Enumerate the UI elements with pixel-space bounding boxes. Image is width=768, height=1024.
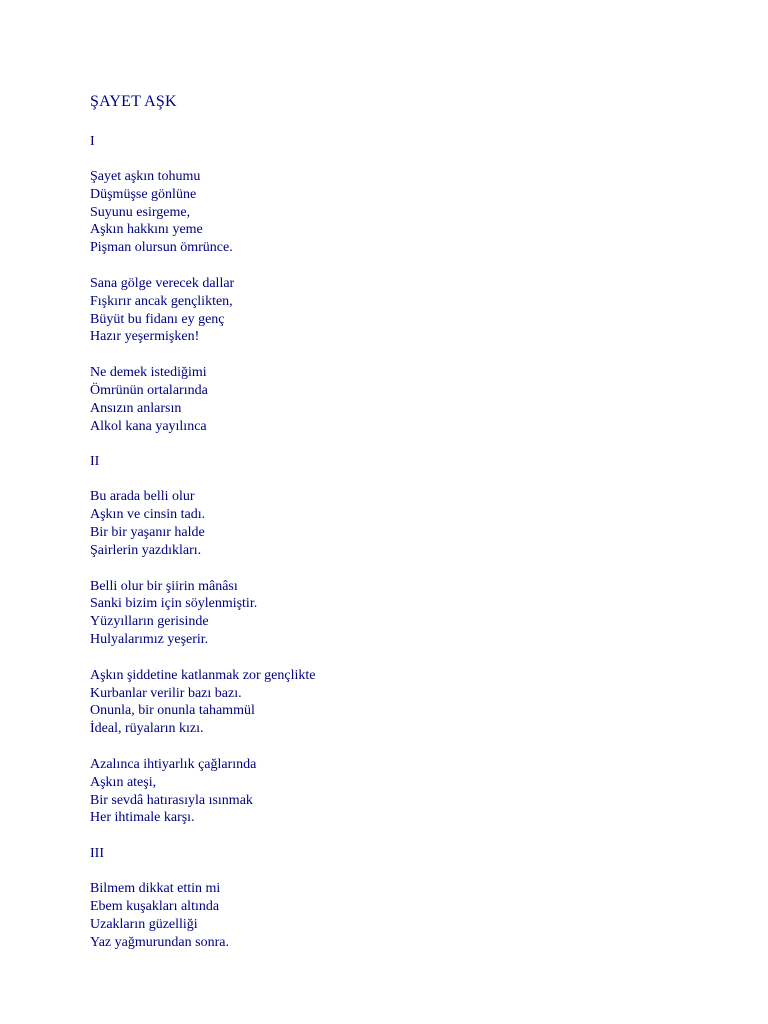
poem-line: Her ihtimale karşı. <box>90 810 195 826</box>
stanza <box>90 880 730 951</box>
stanza <box>90 488 730 559</box>
poem-line: Düşmüşse gönlüne <box>90 186 197 202</box>
poem-section <box>90 133 730 435</box>
poem-line: Şairlerin yazdıkları. <box>90 542 202 558</box>
poem-line: Büyüt bu fidanı ey genç <box>90 311 225 327</box>
poem-line: Belli olur bir şiirin mânâsı <box>90 578 238 594</box>
poem-line: Uzakların güzelliği <box>90 916 198 932</box>
stanza <box>90 667 730 738</box>
poem-line: Sana gölge verecek dallar <box>90 275 235 291</box>
poem-line: Aşkın ateşi, <box>90 774 157 790</box>
poem-line: Ömrünün ortalarında <box>90 382 208 398</box>
poem-line: Hazır yeşermişken! <box>90 329 200 345</box>
poem-line: Aşkın hakkını yeme <box>90 222 203 238</box>
poem-title: ŞAYET AŞK <box>90 93 177 110</box>
poem-section <box>90 845 730 951</box>
poem-line: İdeal, rüyaların kızı. <box>90 721 204 737</box>
poem-line: Kurbanlar verilir bazı bazı. <box>90 685 242 701</box>
poem-line: Şayet aşkın tohumu <box>90 169 201 184</box>
poem-line: Azalınca ihtiyarlık çağlarında <box>90 756 257 772</box>
poem-line: Yaz yağmurundan sonra. <box>90 934 229 950</box>
stanza <box>90 275 730 346</box>
poem-page <box>90 92 730 969</box>
section-number: I <box>90 134 95 149</box>
poem-line: Aşkın şiddetine katlanmak zor gençlikte <box>90 667 316 683</box>
poem-line: Onunla, bir onunla tahammül <box>90 703 255 719</box>
poem-line: Alkol kana yayılınca <box>90 418 207 434</box>
poem-line: Bir sevdâ hatırasıyla ısınmak <box>90 792 253 808</box>
poem-line: Aşkın ve cinsin tadı. <box>90 507 206 523</box>
poem-line: Pişman olursun ömrünce. <box>90 240 233 256</box>
poem-line: Suyunu esirgeme, <box>90 204 191 220</box>
stanza <box>90 756 730 827</box>
poem-line: Bir bir yaşanır halde <box>90 524 205 540</box>
stanza <box>90 168 730 257</box>
stanza <box>90 364 730 435</box>
poem-line: Ansızın anlarsın <box>90 400 182 416</box>
poem-line: Ebem kuşakları altında <box>90 898 220 914</box>
poem-line: Hulyalarımız yeşerir. <box>90 631 209 647</box>
stanza <box>90 578 730 649</box>
section-number: II <box>90 454 100 470</box>
poem-line: Bu arada belli olur <box>90 489 195 505</box>
poem-section <box>90 453 730 827</box>
section-number: III <box>90 846 104 862</box>
poem-line: Fışkırır ancak gençlikten, <box>90 293 233 309</box>
poem-line: Bilmem dikkat ettin mi <box>90 881 221 897</box>
poem-line: Sanki bizim için söylenmiştir. <box>90 596 258 612</box>
poem-line: Ne demek istediğimi <box>90 365 207 381</box>
poem-line: Yüzyılların gerisinde <box>90 614 209 630</box>
